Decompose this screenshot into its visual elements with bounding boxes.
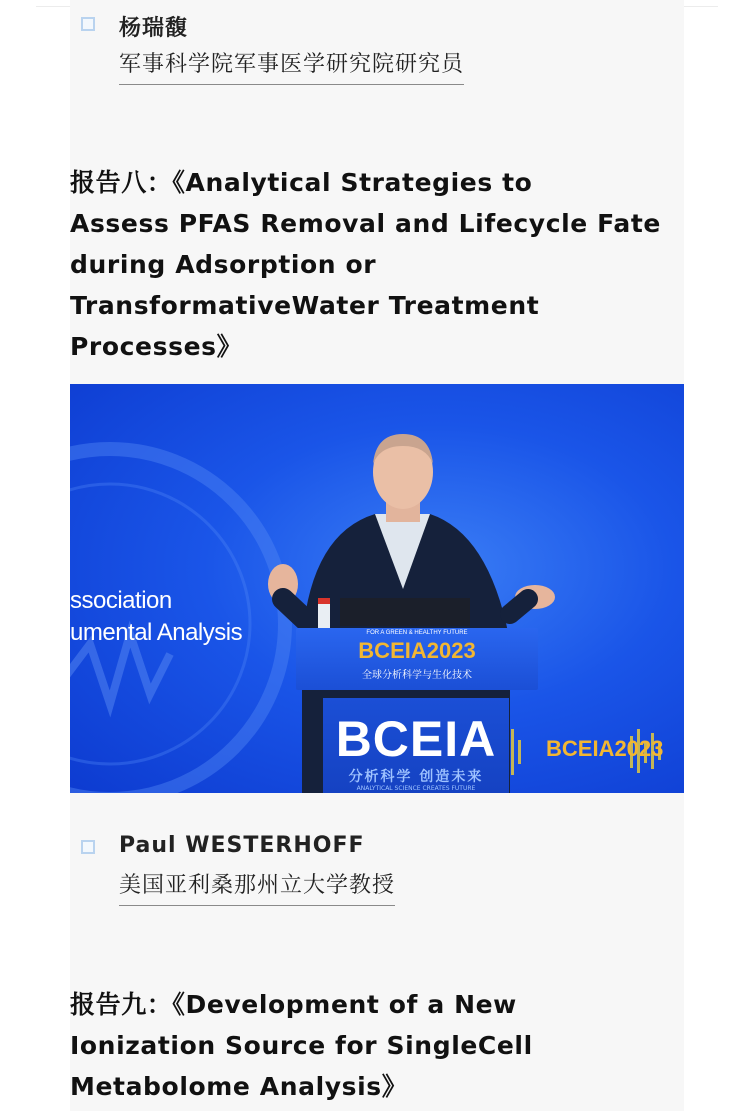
backdrop-text: umental Analysis <box>70 619 243 646</box>
right-arm <box>510 599 528 614</box>
checkbox-icon <box>81 17 95 31</box>
bottle-cap <box>318 598 330 604</box>
podium-head-banner <box>296 628 538 690</box>
water-bottle <box>318 602 330 630</box>
title-line: 报告八：《Analytical Strategies to <box>70 168 533 197</box>
speaker-affiliation: 美国亚利桑那州立大学教授 <box>119 868 395 906</box>
screen-logo: BCEIA2023 <box>546 736 664 761</box>
speaker-affiliation: 军事科学院军事医学研究院研究员 <box>119 47 464 85</box>
checkbox-icon <box>81 840 95 854</box>
title-line: during Adsorption or <box>70 250 377 279</box>
title-line: Assess PFAS Removal and Lifecycle Fate <box>70 209 661 238</box>
podium-slogan-en: ANALYTICAL SCIENCE CREATES FUTURE <box>356 785 476 792</box>
podium-logo: BCEIA <box>335 711 497 767</box>
laptop <box>340 598 470 626</box>
podium-slogan-cn: 分析科学 创造未来 <box>348 769 484 785</box>
title-line: TransformativeWater Treatment <box>70 291 540 320</box>
podium-head-logo: BCEIA2023 <box>358 638 476 663</box>
podium-tagline: FOR A GREEN & HEALTHY FUTURE <box>366 630 468 636</box>
speaker-name: 杨瑞馥 <box>119 16 189 41</box>
title-line: Ionization Source for SingleCell <box>70 1031 533 1060</box>
title-line: Metabolome Analysis》 <box>70 1072 408 1101</box>
speaker-name: Paul WESTERHOFF <box>119 833 365 858</box>
title-line: Processes》 <box>70 332 243 361</box>
talk-title <box>70 162 684 367</box>
title-line: 报告九：《Development of a New <box>70 990 517 1019</box>
backdrop-text: ssociation <box>70 587 172 614</box>
podium <box>323 698 509 793</box>
podium-head-cn: 全球分析科学与生化技术 <box>362 670 472 681</box>
speaker-photo <box>70 384 684 793</box>
talk-title <box>70 984 684 1107</box>
